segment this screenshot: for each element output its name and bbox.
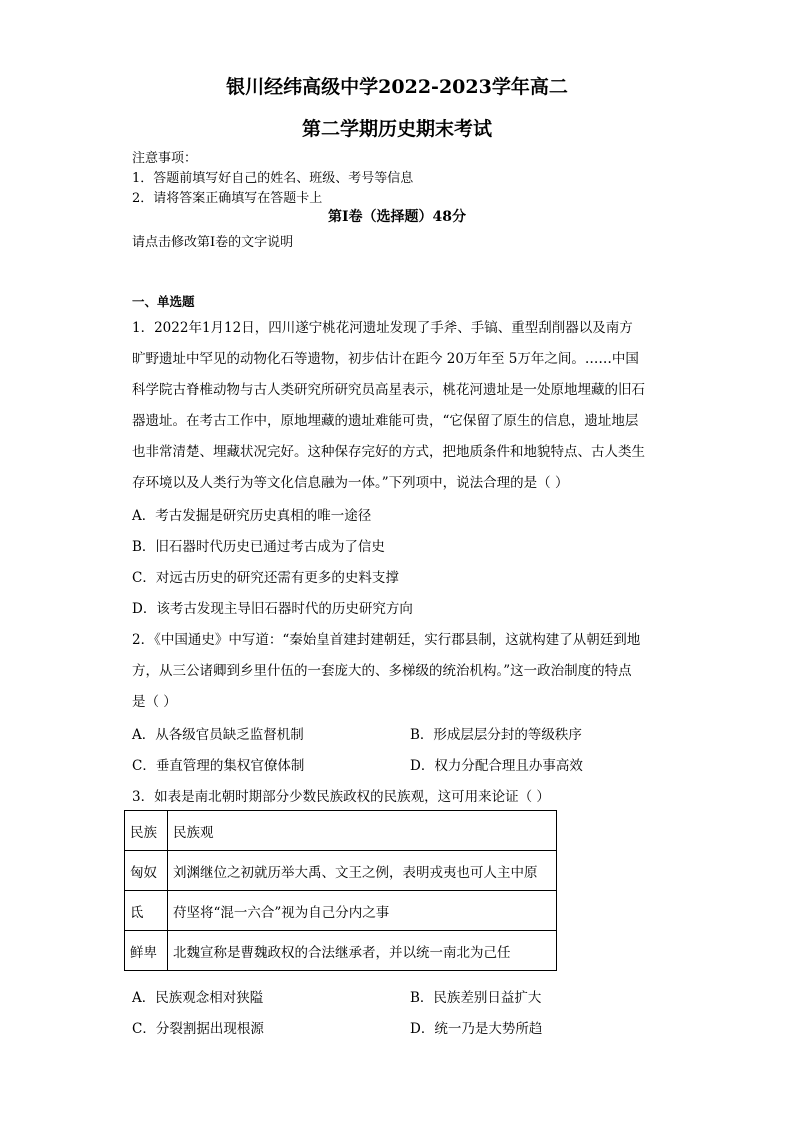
q3-option-a: A．民族观念相对狭隘 [132, 990, 264, 1006]
q1-line-6: 存环境以及人类行为等文化信息融为一体。”下列项中，说法合理的是（ ） [132, 475, 569, 491]
q2-line-1: 2．《中国通史》中写道：“秦始皇首建封建朝廷，实行郡县制，这就构建了从朝廷到地 [132, 632, 641, 648]
q1-line-3: 科学院古脊椎动物与古人类研究所研究员高星表示，桃花河遗址是一处原地埋藏的旧石 [132, 382, 645, 398]
section-title: 第I卷（选择题）48分 [327, 209, 467, 225]
q3-option-d: D．统一乃是大势所趋 [410, 1021, 543, 1037]
table-row [125, 851, 557, 891]
table-cell: 鲜卑 [125, 931, 168, 971]
q1-option-b: B．旧石器时代历史已通过考古成为了信史 [132, 539, 385, 555]
exam-title-line2: 第二学期历史期末考试 [301, 118, 492, 140]
ethnic-views-table [124, 810, 557, 971]
notes-heading: 注意事项： [132, 151, 198, 166]
q1-option-c: C．对远古历史的研究还需有更多的史料支撑 [132, 570, 399, 586]
exam-title-line1: 银川经纬高级中学2022-2023学年高二 [226, 76, 568, 98]
table-cell: 匈奴 [125, 851, 168, 891]
table-cell: 苻坚将“混一六合”视为自己分内之事 [168, 891, 557, 931]
q1-option-d: D．该考古发现主导旧石器时代的历史研究方向 [132, 601, 413, 617]
table-header-row [125, 811, 557, 851]
q3-option-b: B．民族差别日益扩大 [410, 990, 542, 1006]
q1-line-5: 也非常清楚、埋藏状况完好。这种保存完好的方式，把地质条件和地貌特点、古人类生 [132, 444, 645, 460]
notes-item-1: 1．答题前填写好自己的姓名、班级、考号等信息 [132, 171, 414, 186]
q3-option-c: C．分裂割据出现根源 [132, 1021, 264, 1037]
section-caption: 请点击修改第I卷的文字说明 [132, 235, 294, 250]
q1-line-1: 1．2022年1月12日，四川遂宁桃花河遗址发现了手斧、手镐、重型刮削器以及南方 [132, 320, 633, 336]
q2-option-b: B．形成层层分封的等级秩序 [410, 727, 582, 743]
q2-option-a: A．从各级官员缺乏监督机制 [132, 727, 304, 743]
q1-option-a: A．考古发掘是研究历史真相的唯一途径 [132, 508, 372, 524]
q1-line-4: 器遗址。在考古工作中，原地埋藏的遗址难能可贵，“它保留了原生的信息，遗址地层 [132, 413, 639, 429]
table-row [125, 891, 557, 931]
table-cell: 北魏宣称是曹魏政权的合法继承者，并以统一南北为己任 [168, 931, 557, 971]
q2-option-d: D．权力分配合理且办事高效 [410, 758, 583, 774]
table-cell: 刘渊继位之初就历举大禹、文王之例，表明戎夷也可人主中原 [168, 851, 557, 891]
table-cell: 氐 [125, 891, 168, 931]
q3-stem: 3．如表是南北朝时期部分少数民族政权的民族观，这可用来论证（ ） [132, 789, 550, 805]
part-heading: 一、单选题 [132, 294, 195, 309]
notes-item-2: 2．请将答案正确填写在答题卡上 [132, 191, 323, 206]
q2-line-3: 是（ ） [132, 694, 177, 710]
q1-line-2: 旷野遗址中罕见的动物化石等遗物，初步估计在距今 20万年至 5万年之间。……中国 [132, 351, 639, 367]
table-header-cell: 民族观 [168, 811, 557, 851]
q2-line-2: 方，从三公诸卿到乡里什伍的一套庞大的、多梯级的统治机构。”这一政治制度的特点 [132, 663, 632, 679]
table-row [125, 931, 557, 971]
table-header-cell: 民族 [125, 811, 168, 851]
q2-option-c: C．垂直管理的集权官僚体制 [132, 758, 305, 774]
